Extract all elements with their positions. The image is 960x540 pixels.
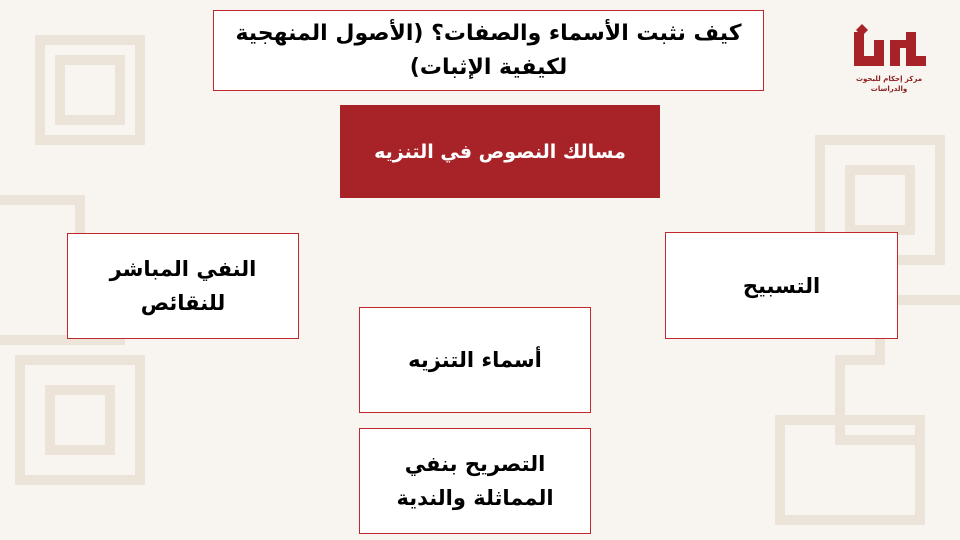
node-direct-negation	[67, 233, 299, 339]
logo-mark-icon	[848, 24, 930, 74]
node-explicit-negation-label: التصريح بنفي المماثلة والندية	[396, 452, 554, 510]
node-tanzih-names-label: أسماء التنزيه	[408, 348, 542, 372]
logo	[848, 24, 930, 96]
header-text: مسالك النصوص في التنزيه	[374, 140, 626, 163]
node-tanzih-names	[359, 307, 591, 413]
node-direct-negation-label: النفي المباشر للنقائص	[109, 257, 257, 315]
header-box	[340, 105, 660, 198]
title-text: كيف نثبت الأسماء والصفات؟ (الأصول المنهجية لكيفية الإثبات)	[235, 20, 742, 80]
node-tasbih	[665, 232, 898, 339]
node-explicit-negation	[359, 428, 591, 534]
node-tasbih-label: التسبيح	[742, 273, 821, 298]
logo-subtitle: مركز إحكام للبحوث والدراسات	[855, 75, 923, 93]
title-box	[213, 10, 764, 91]
